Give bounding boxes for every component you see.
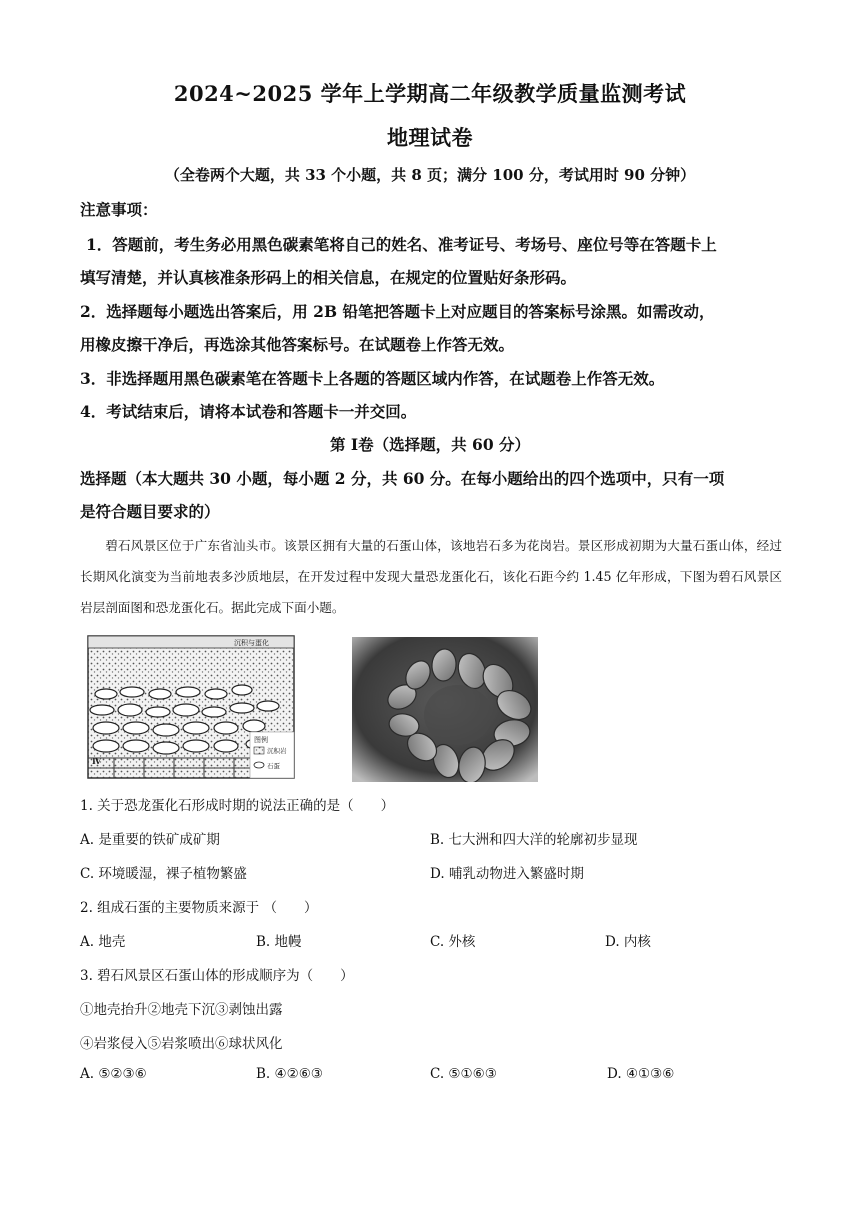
question-2-option-d[interactable]: D. 内核 [605, 934, 651, 950]
question-2-stem: 2. 组成石蛋的主要物质来源于 （ ） [80, 900, 318, 916]
question-1-option-c[interactable]: C. 环境暖湿，裸子植物繁盛 [80, 866, 247, 882]
notice-item: 2．选择题每小题选出答案后，用 2B 铅笔把答题卡上对应题目的答案标号涂黑。如需改动， [80, 302, 715, 321]
exam-info: （全卷两个大题，共 33 个小题，共 8 页；满分 100 分，考试用时 90 分钟） [164, 166, 696, 184]
question-1-option-a[interactable]: A. 是重要的铁矿成矿期 [80, 832, 220, 848]
subject-title: 地理试卷 [387, 125, 473, 150]
section-instructions: 选择题（本大题共 30 小题，每小题 2 分，共 60 分。在每小题给出的四个选项中，只有一项 [80, 469, 725, 488]
question-3-stem: 3. 碧石风景区石蛋山体的形成顺序为（ ） [80, 968, 354, 984]
question-3-option-b[interactable]: B. ④②⑥③ [256, 1066, 323, 1082]
svg-text:Ⅳ: Ⅳ [92, 756, 102, 766]
question-2-option-b[interactable]: B. 地幔 [256, 934, 302, 950]
question-1-option-b[interactable]: B. 七大洲和四大洋的轮廓初步显现 [430, 832, 638, 848]
question-1-option-d[interactable]: D. 哺乳动物进入繁盛时期 [430, 866, 584, 882]
notice-item: 填写清楚，并认真核准条形码上的相关信息，在规定的位置贴好条形码。 [80, 268, 577, 287]
svg-text:石蛋: 石蛋 [267, 762, 280, 770]
question-2-option-c[interactable]: C. 外核 [430, 934, 476, 950]
reading-passage: 碧石风景区位于广东省汕头市。该景区拥有大量的石蛋山体，该地岩石多为花岗岩。景区形成初期为大量石蛋山体，经过长期风化演变为当前地表多沙质地层，在开发过程中发现大量恐龙蛋化石，该化石距今约 1.45 亿年形成，下图为碧石风景区岩层剖面图和恐龙蛋化石。据此完成下面小题。 [80, 538, 782, 615]
svg-text:沉积岩: 沉积岩 [267, 747, 287, 755]
notice-item: 3．非选择题用黑色碳素笔在答题卡上各题的答题区域内作答，在试题卷上作答无效。 [80, 369, 665, 388]
svg-text:沉积与蛋化: 沉积与蛋化 [234, 639, 269, 647]
question-2-option-a[interactable]: A. 地壳 [80, 934, 126, 950]
notice-heading: 注意事项： [80, 200, 158, 219]
svg-text:图例: 图例 [254, 736, 268, 744]
section-title: 第 Ⅰ卷（选择题，共 60 分） [329, 435, 530, 454]
question-3-option-d[interactable]: D. ④①③⑥ [607, 1066, 675, 1082]
question-3-line: ①地壳抬升②地壳下沉③剥蚀出露 [80, 1002, 283, 1018]
question-3-line: ④岩浆侵入⑤岩浆喷出⑥球状风化 [80, 1036, 283, 1052]
question-1-stem: 1. 关于恐龙蛋化石形成时期的说法正确的是（ ） [80, 798, 395, 814]
notice-item: 4．考试结束后，请将本试卷和答题卡一并交回。 [80, 402, 417, 421]
section-instructions: 是符合题目要求的） [80, 502, 220, 521]
notice-item: 用橡皮擦干净后，再选涂其他答案标号。在试题卷上作答无效。 [80, 335, 515, 354]
question-3-option-c[interactable]: C. ⑤①⑥③ [430, 1066, 497, 1082]
dinosaur-egg-fossil-photo [352, 637, 538, 782]
notice-item: 1．答题前，考生务必用黑色碳素笔将自己的姓名、准考证号、考场号、座位号等在答题卡上 [86, 235, 717, 254]
exam-title: 2024~2025 学年上学期高二年级教学质量监测考试 [173, 81, 687, 106]
rock-profile-diagram [84, 632, 306, 782]
question-3-option-a[interactable]: A. ⑤②③⑥ [80, 1066, 147, 1082]
